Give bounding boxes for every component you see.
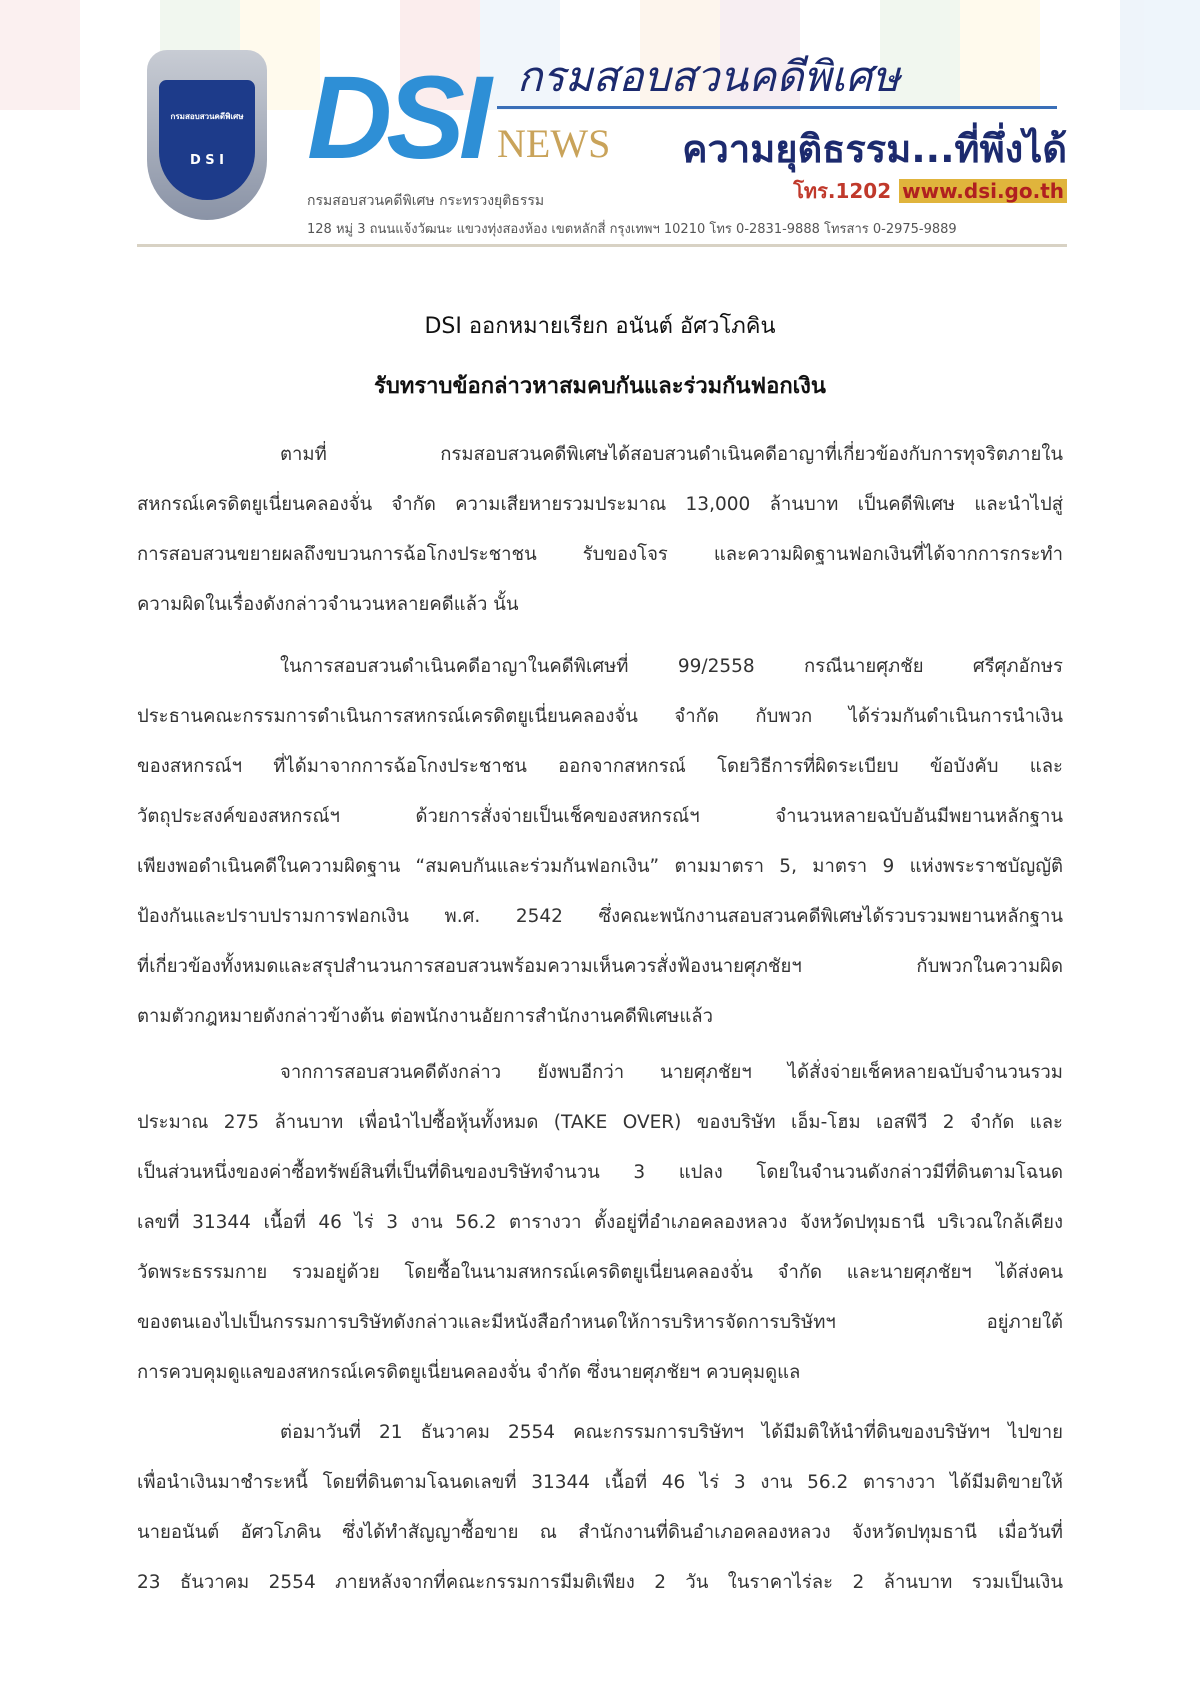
address: 128 หมู่ 3 ถนนแจ้งวัฒนะ แขวงทุ่งสองห้อง เขตหลักสี่ กรุงเทพฯ 10210 โทร 0-2831-9888 โทรสาร 0-2975-9889	[307, 222, 957, 237]
news-label: NEWS	[497, 121, 611, 166]
paragraph-2-line: ป้องกันและปราบปรามการฟอกเงิน พ.ศ. 2542 ซึ่งคณะพนักงานสอบสวนคดีพิเศษได้รวบรวมพยานหลักฐาน	[137, 906, 1063, 927]
paragraph-4-line: เพื่อนำเงินมาชำระหนี้ โดยที่ดินตามโฉนดเลขที่ 31344 เนื้อที่ 46 ไร่ 3 งาน 56.2 ตารางวา ได้มีมติขายให้	[137, 1472, 1063, 1493]
paragraph-2-line: วัตถุประสงค์ของสหกรณ์ฯ ด้วยการสั่งจ่ายเป็นเช็คของสหกรณ์ฯ จำนวนหลายฉบับอันมีพยานหลักฐาน	[137, 806, 1063, 827]
paragraph-4-line: นายอนันต์ อัศวโภคิน ซึ่งได้ทำสัญญาซื้อขาย ณ สำนักงานที่ดินอำเภอคลองหลวง จังหวัดปทุมธานี เมื่อวันที่	[137, 1522, 1063, 1543]
slogan: ความยุติธรรม...ที่พึ่งได้	[682, 127, 1067, 171]
paragraph-1-line: ความผิดในเรื่องดังกล่าวจำนวนหลายคดีแล้ว นั้น	[137, 594, 519, 615]
emblem-abbr: D S I	[189, 153, 225, 168]
paragraph-3-line: จากการสอบสวนคดีดังกล่าว ยังพบอีกว่า นายศุภชัยฯ ได้สั่งจ่ายเช็คหลายฉบับจำนวนรวม	[280, 1062, 1063, 1083]
paragraph-4-line: ต่อมาวันที่ 21 ธันวาคม 2554 คณะกรรมการบริษัทฯ ได้มีมติให้นำที่ดินของบริษัทฯ ไปขาย	[280, 1422, 1063, 1443]
contact-line	[793, 175, 1067, 207]
department-name: กรมสอบสวนคดีพิเศษ	[517, 52, 900, 101]
organization-name: กรมสอบสวนคดีพิเศษ กระทรวงยุติธรรม	[307, 193, 545, 209]
paragraph-2-line: ของสหกรณ์ฯ ที่ได้มาจากการฉ้อโกงประชาชน ออกจากสหกรณ์ โดยวิธีการที่ผิดระเบียบ ข้อบังคับ และ	[137, 756, 1063, 777]
header-divider	[497, 106, 1057, 109]
paragraph-3-line: ประมาณ 275 ล้านบาท เพื่อนำไปซื้อหุ้นทั้งหมด (TAKE OVER) ของบริษัท เอ็ม-โฮม เอสพีวี 2 จำกัด และ	[137, 1112, 1063, 1133]
hotline: โทร.1202	[793, 179, 892, 203]
paragraph-4-line: 23 ธันวาคม 2554 ภายหลังจากที่คณะกรรมการมีมติเพียง 2 วัน ในราคาไร่ละ 2 ล้านบาท รวมเป็นเงิน	[137, 1572, 1063, 1593]
paragraph-1-line: สหกรณ์เครดิตยูเนี่ยนคลองจั่น จำกัด ความเสียหายรวมประมาณ 13,000 ล้านบาท เป็นคดีพิเศษ และนำไปสู่	[137, 494, 1063, 515]
emblem-text: กรมสอบสวนคดีพิเศษ	[170, 112, 244, 121]
paragraph-1-line: ตามที่ กรมสอบสวนคดีพิเศษได้สอบสวนดำเนินคดีอาญาที่เกี่ยวข้องกับการทุจริตภายใน	[280, 444, 1063, 465]
paragraph-2-line: ตามตัวกฎหมายดังกล่าวข้างต้น ต่อพนักงานอัยการสำนักงานคดีพิเศษแล้ว	[137, 1006, 714, 1027]
header-rule	[137, 244, 1067, 247]
paragraph-2-line: เพียงพอดำเนินคดีในความผิดฐาน “สมคบกันและร่วมกันฟอกเงิน” ตามมาตรา 5, มาตรา 9 แห่งพระราชบัญญัติ	[137, 856, 1063, 877]
paragraph-2-line: ในการสอบสวนดำเนินคดีอาญาในคดีพิเศษที่ 99/2558 กรณีนายศุภชัย ศรีศุภอักษร	[280, 656, 1063, 677]
paragraph-3-line: เลขที่ 31344 เนื้อที่ 46 ไร่ 3 งาน 56.2 ตารางวา ตั้งอยู่ที่อำเภอคลองหลวง จังหวัดปทุมธานี บริเวณใกล้เคียง	[137, 1212, 1063, 1233]
paragraph-1-line: การสอบสวนขยายผลถึงขบวนการฉ้อโกงประชาชน รับของโจร และความผิดฐานฟอกเงินที่ได้จากการกระทำ	[137, 544, 1063, 565]
paragraph-2-line: ประธานคณะกรรมการดำเนินการสหกรณ์เครดิตยูเนี่ยนคลองจั่น จำกัด กับพวก ได้ร่วมกันดำเนินการนำเงิน	[137, 706, 1063, 727]
paragraph-3-line: การควบคุมดูแลของสหกรณ์เครดิตยูเนี่ยนคลองจั่น จำกัด ซึ่งนายศุภชัยฯ ควบคุมดูแล	[137, 1362, 801, 1383]
paragraph-3-line: วัดพระธรรมกาย รวมอยู่ด้วย โดยซื้อในนามสหกรณ์เครดิตยูเนี่ยนคลองจั่น จำกัด และนายศุภชัยฯ ได้ส่งคน	[137, 1262, 1063, 1283]
paragraph-3-line: ของตนเองไปเป็นกรรมการบริษัทดังกล่าวและมีหนังสือกำหนดให้การบริหารจัดการบริษัทฯ อยู่ภายใต้	[137, 1312, 1063, 1333]
headline-line-2: รับทราบข้อกล่าวหาสมคบกันและร่วมกันฟอกเงิน	[374, 374, 826, 399]
paragraph-3-line: เป็นส่วนหนึ่งของค่าซื้อทรัพย์สินที่เป็นที่ดินของบริษัทจำนวน 3 แปลง โดยในจำนวนดังกล่าวมีที่ดินตามโฉนด	[137, 1162, 1063, 1183]
paragraph-2-line: ที่เกี่ยวข้องทั้งหมดและสรุปสำนวนการสอบสวนพร้อมความเห็นควรสั่งฟ้องนายศุภชัยฯ กับพวกในความผิด	[137, 956, 1063, 977]
website-link[interactable]: www.dsi.go.th	[899, 179, 1067, 203]
letterhead	[137, 40, 1067, 250]
headline-line-1: DSI ออกหมายเรียก อนันต์ อัศวโภคิน	[424, 314, 776, 339]
dsi-emblem-icon	[147, 50, 267, 220]
dsi-logo: DSI	[307, 52, 486, 184]
